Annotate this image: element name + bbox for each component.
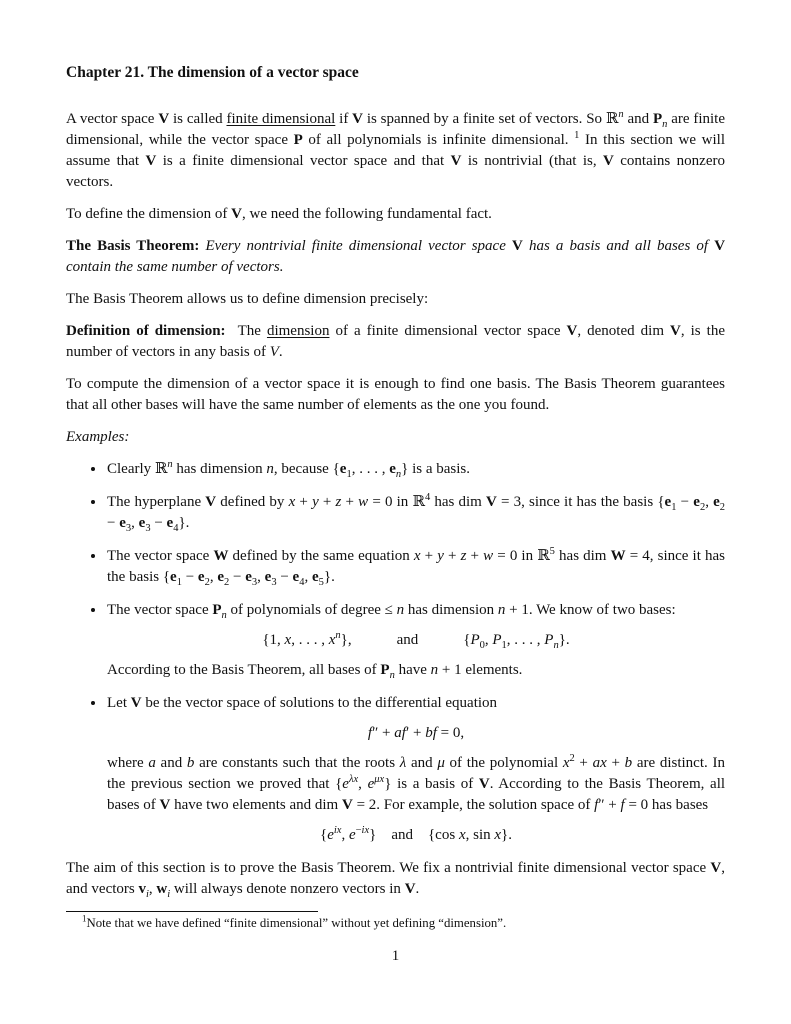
example-vector-space-w xyxy=(106,546,725,588)
examples-list xyxy=(66,459,725,846)
example-text: Let V be the vector space of solutions to the differential equation xyxy=(107,695,498,711)
example-text: Clearly ℝ$^n$ has dimension n, because {$e_1$, . . . , $e_n$} is a basis. xyxy=(107,459,471,480)
page-number: 1 xyxy=(391,948,400,964)
example-differential-equation xyxy=(106,693,725,846)
chapter-title: Chapter 21. The dimension of a vector space xyxy=(66,64,359,81)
example-polynomials xyxy=(106,600,725,681)
define-precisely-paragraph: The Basis Theorem allows us to define dimension precisely: xyxy=(66,291,429,307)
fundamental-fact-paragraph: To define the dimension of V, we need the following fundamental fact. xyxy=(66,206,492,222)
section-aim-paragraph: The aim of this section is to prove the Basis Theorem. We fix a nontrivial finite dimensional vector space V, and vectors $v_i$, $w_i$ will always denote nonzero vectors in V. xyxy=(66,860,725,900)
ode-equation: f″ + af′ + bf = 0, xyxy=(367,725,465,741)
example-text: The vector space W defined by the same equation x + y + z + w = 0 in ℝ$^5$ has dim W = 4, since it has the basis {$e_1 - e_2$, $e_2 - e_3$, $e_3 - e_4$, $e_5$}. xyxy=(107,546,725,588)
footnote: $^1$Note that we have defined “finite dimensional” without yet defining “dimension”. xyxy=(82,913,507,930)
example-rn-dimension xyxy=(106,459,725,480)
compute-dimension-paragraph: To compute the dimension of a vector space it is enough to find one basis. The Basis Theorem guarantees that all other bases will have the same number of elements as the one you found. xyxy=(66,376,725,413)
example-text: The vector space $P_n$ of polynomials of degree ≤ n has dimension n + 1. We know of two bases: xyxy=(107,602,676,621)
example-continuation: According to the Basis Theorem, all bases of $P_n$ have n + 1 elements. xyxy=(107,662,523,681)
example-continuation: where a and b are constants such that the roots λ and μ of the polynomial $x^2$ + ax + b are distinct. In the previous section we proved that {$e^{\lambda x}$, $e^{\mu x}$} is a basis of V. According to the Basis Theorem, all bases of V have two elements and dim V = 2. For example, the solution space of f″ + f = 0 has bases xyxy=(107,753,726,813)
footnote-rule xyxy=(66,911,318,912)
ode-bases-equation: {$e^{ix}$, $e^{-ix}$} and {cos x, sin x}. xyxy=(320,825,512,843)
polynomial-bases-equation: {1, x, . . . , $x^n$}, and {$P_0$, $P_1$, . . . , $P_n$}. xyxy=(262,630,570,651)
basis-theorem-statement: The Basis Theorem: Every nontrivial finite dimensional vector space V has a basis and all bases of V contain the same number of vectors. xyxy=(66,238,726,275)
example-hyperplane xyxy=(106,492,725,534)
intro-paragraph: A vector space V is called finite dimensional if V is spanned by a finite set of vectors. So ℝ$^n$ and $P_n$ are finite dimensional, while the vector space P of all polynomials is infinite dimensional. $^1$ In this section we will assume that V is a finite dimensional vector space and that V is nontrivial (that is, V contains nonzero vectors. xyxy=(66,109,725,190)
example-text: The hyperplane V defined by x + y + z + w = 0 in ℝ$^4$ has dim V = 3, since it has the basis {$e_1 - e_2$, $e_2 - e_3$, $e_3 - e_4$}. xyxy=(107,492,726,534)
definition-of-dimension: Definition of dimension: The dimension of a finite dimensional vector space V, denoted dim V, is the number of vectors in any basis of V. xyxy=(66,323,725,360)
examples-label: Examples: xyxy=(66,429,130,445)
